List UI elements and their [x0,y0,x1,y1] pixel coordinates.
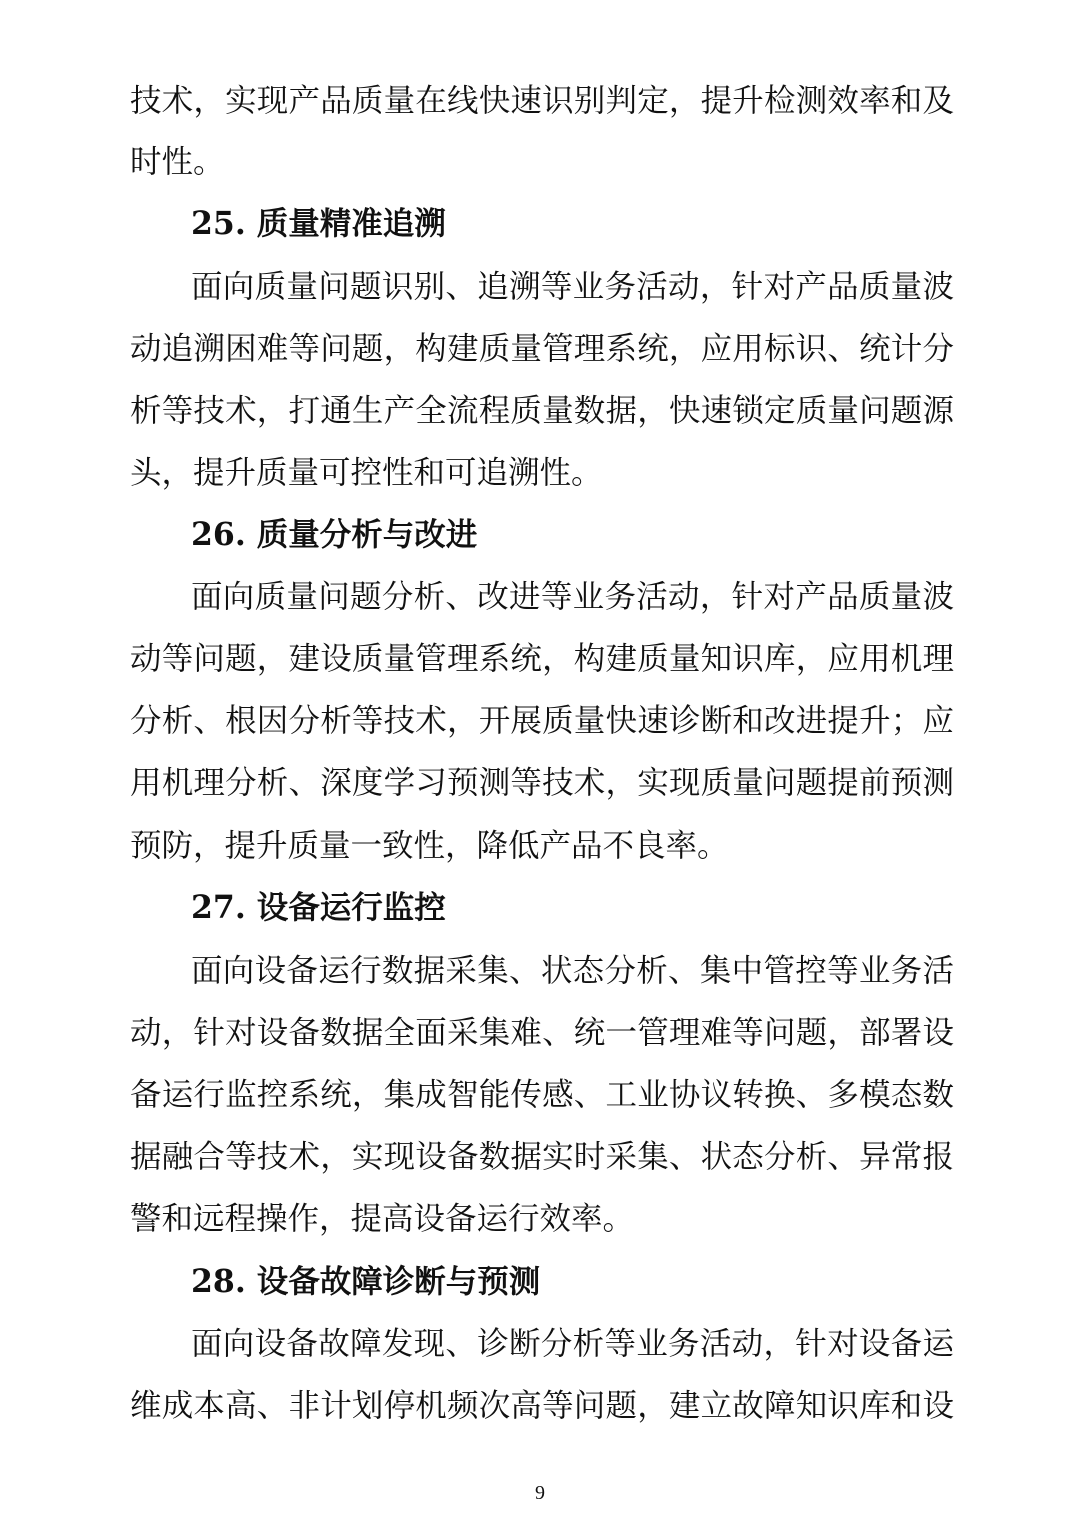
body-line: 备运行监控系统，集成智能传感、工业协议转换、多模态数 [130,1077,954,1113]
body-line: 动追溯困难等问题，构建质量管理系统，应用标识、统计分 [130,331,954,367]
body-line: 时性。 [130,144,225,180]
body-line: 预防，提升质量一致性，降低产品不良率。 [130,828,729,864]
section-heading-28: 28. 设备故障诊断与预测 [191,1263,541,1300]
body-line: 技术，实现产品质量在线快速识别判定，提升检测效率和及 [130,83,954,119]
body-line: 面向设备运行数据采集、状态分析、集中管控等业务活 [191,953,954,989]
body-line: 面向设备故障发现、诊断分析等业务活动，针对设备运 [191,1326,954,1362]
section-heading-27: 27. 设备运行监控 [191,889,446,926]
body-line: 动等问题，建设质量管理系统，构建质量知识库，应用机理 [130,641,954,677]
body-line: 据融合等技术，实现设备数据实时采集、状态分析、异常报 [130,1139,954,1175]
page-number: 9 [535,1482,545,1504]
section-heading-25: 25. 质量精准追溯 [191,205,446,242]
body-line: 动，针对设备数据全面采集难、统一管理难等问题，部署设 [130,1015,954,1051]
body-line: 用机理分析、深度学习预测等技术，实现质量问题提前预测 [130,765,954,801]
body-line: 头，提升质量可控性和可追溯性。 [130,455,603,491]
body-line: 面向质量问题识别、追溯等业务活动，针对产品质量波 [191,269,954,305]
body-line: 分析、根因分析等技术，开展质量快速诊断和改进提升；应 [130,703,954,739]
body-line: 面向质量问题分析、改进等业务活动，针对产品质量波 [191,579,954,615]
section-heading-26: 26. 质量分析与改进 [191,516,478,553]
body-line: 维成本高、非计划停机频次高等问题，建立故障知识库和设 [130,1388,954,1424]
body-line: 析等技术，打通生产全流程质量数据，快速锁定质量问题源 [130,393,954,429]
body-line: 警和远程操作，提高设备运行效率。 [130,1201,635,1237]
